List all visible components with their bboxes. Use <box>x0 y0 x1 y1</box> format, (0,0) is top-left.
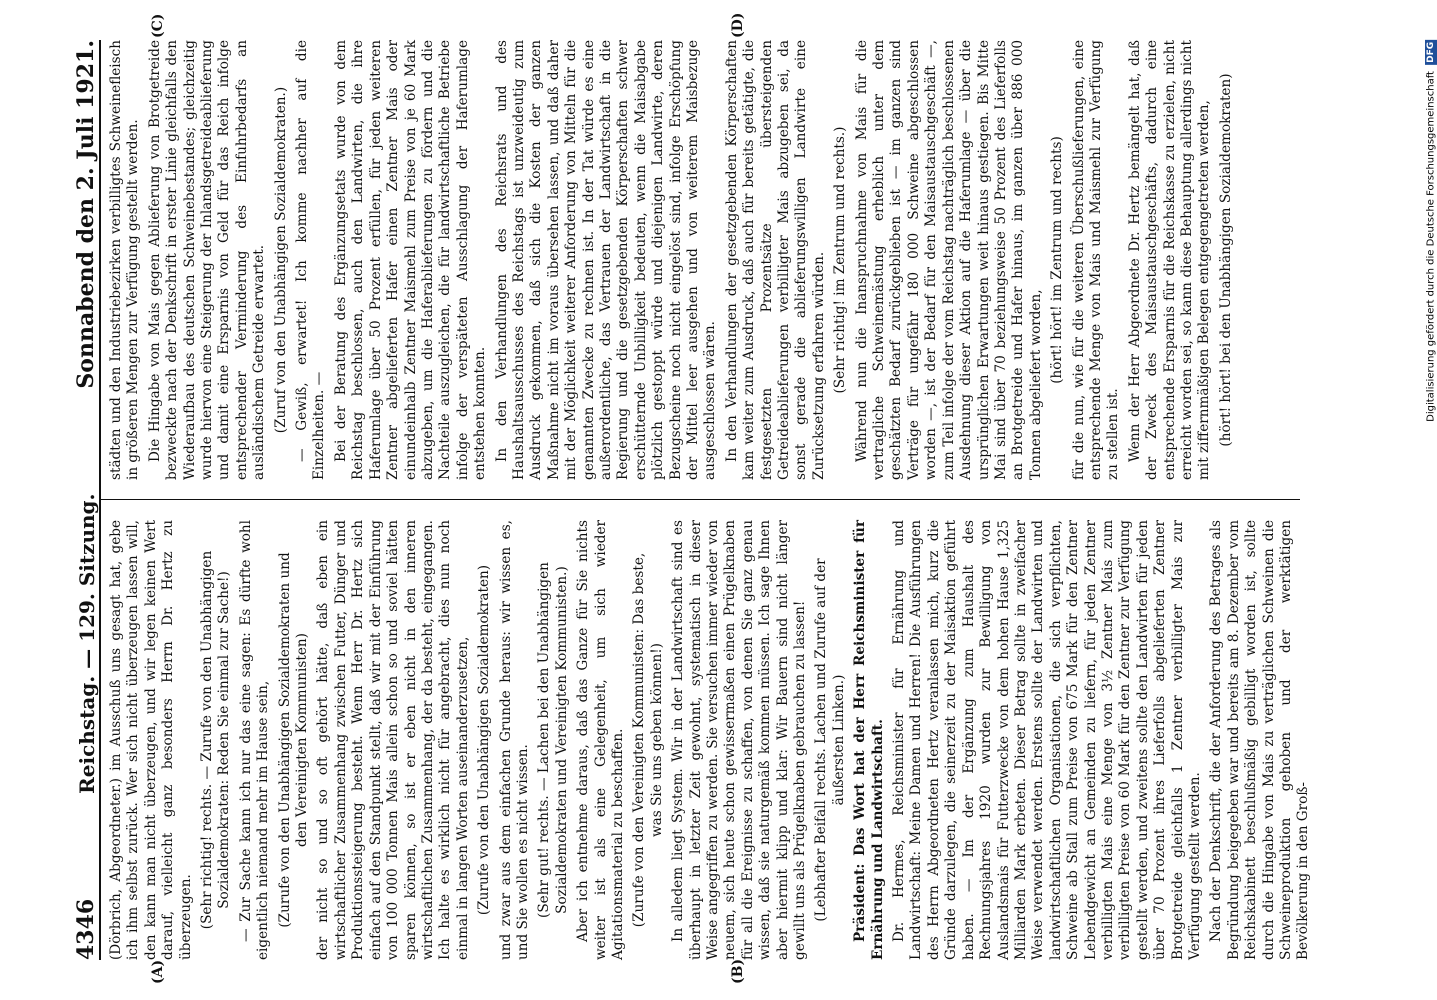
interjection: (Zuruf von den Unabhängigen Sozialdemokraten.) <box>272 86 289 434</box>
right-column <box>108 40 1298 480</box>
left-column <box>108 520 1312 960</box>
paragraph: In den Verhandlungen des Reichsrats und des Haushaltsausschusses des Reichstags ist unzweideutig zum Ausdruck gekommen, daß sich die Kosten der ganzen Maßnahme nicht im voraus übersehen lassen, und daß daher mit der Möglichkeit weiterer Anforderung von Mitteln für die genannten Zwecke zu rechnen ist. In der Tat würde es eine außerordentliche, das Vertrauen der Landwirtschaft in die Regierung und die gesetzgebenden Körperschaften schwer erschütternde Unbilligkeit bedeuten, wenn die Maisabgabe plötzlich gestoppt würde und diejenigen Landwirte, deren Bezugscheine noch nicht eingelöst sind, infolge Erschöpfung der Mittel leer ausgehen und von weiterem Maisbezuge ausgeschlossen wären. <box>493 40 719 480</box>
paragraph: der nicht so und so oft gehört hätte, daß eben ein wirtschaftlicher Zusammenhang zwischen Futter, Dünger und Produktionssteigerung besteht. Wenn Herr Dr. Hertz sich einfach auf den Standpunkt stellt, daß wir mit der Einführung von 100 000 Tonnen Mais allein schon so und soviel hätten sparen können, so ist er eben nicht in den inneren wirtschaftlichen Zusammenhang, der da besteht, eingegangen. Ich halte es wirklich nicht für angebracht, dies nun noch einmal in langen Worten auseinanderzusetzen, <box>315 520 471 960</box>
paragraph: Dr. Hermes, Reichsminister für Ernährung und Landwirtschaft: Meine Damen und Herren! Die Ausführungen des Herrn Abgeordneten Hertz veranlassen mich, kurz die Gründe darzulegen, die seinerzeit zu der Maisaktion geführt haben. — Im der Ergänzung zum Haushalt des Rechnungsjahres 1920 wurden zur Bewilligung von Auslandsmais für Futterzwecke von dem hohen Hause 1,325 Milliarden Mark erbeten. Dieser Betrag sollte in zweifacher Weise verwendet werden. Erstens sollte der Landwirten und landwirtschaftlichen Organisationen, die sich verpflichten, Schweine ab Stall zum Preise von 675 Mark für den Zentner Lebendgewicht an Gemeinden zu liefern, für jeden Zentner verbilligten Mais eine Menge von 3½ Zentner Mais zum verbilligten Preise von 60 Mark für den Zentner zur Verfügung gestellt werden, und zweitens sollte den Landwirten für jeden über 70 Prozent ihres Lieferfolls abgelieferten Zentner Brotgetreide gleichfalls 1 Zentner verbilligter Mais zur Verfügung gestellt werden. <box>891 520 1203 960</box>
paragraph: städten und den Industriebezirken verbilligtes Schweinefleisch in größeren Mengen zur Verfügung gestellt werden. <box>108 40 142 480</box>
session-title: Reichstag. — 129. Sitzung. <box>75 493 99 794</box>
digitization-note <box>1425 40 1437 422</box>
margin-marker-b: (B) <box>730 958 746 984</box>
margin-marker-c: (C) <box>150 13 166 38</box>
paragraph: In den Verhandlungen der gesetzgebenden Körperschaften kam weiter zum Ausdruck, daß auch für bereits getätigte, die festgesetzten Prozentsätze übersteigenden Getreideablieferungen verbilligter Mais abzugeben sei, da sonst gerade die ablieferungswilligen Landwirte eine Zurücksetzung erfahren würden. <box>723 40 827 480</box>
paragraph: Bei der Beratung des Ergänzungsetats wurde von dem Reichstag beschlossen, auch den Landwirten, die ihre Haferumlage über 50 Prozent erfüllen, für jeden weiteren Zentner abgelieferten Hafer einen Zentner Mais oder einundeinhalb Zentner Maismehl zum Preise von je 60 Mark abzugeben, um die Haferablieferungen zu fördern und die Nachteile auszugleichen, die für landwirtschaftliche Betriebe infolge der verspäteten Ausschlagung der Haferumlage entstehen konnten. <box>332 40 489 480</box>
paragraph: (Dörbrich, Abgeordneter.) im Ausschuß uns gesagt hat, gebe ich ihm selbst zurück. Wer sich nicht überzeugen lassen will, den kann man nicht überzeugen, und wir legen keinen Wert darauf, vielleicht ganz besonders Herrn Dr. Hertz zu überzeugen. <box>108 520 194 960</box>
interjection: (Zurufe von den Unabhängigen Sozialdemokraten) <box>476 564 493 916</box>
interjection: (Sehr gut! rechts. — Lachen bei den Unabhängigen Sozialdemokraten und Vereinigten Kommunisten.) <box>536 562 570 918</box>
paragraph: Aber ich entnehme daraus, daß das Ganze für Sie nichts weiter ist als eine Gelegenheit, um sich wieder Agitationsmaterial zu beschaffen. <box>575 520 626 960</box>
paragraph: Während nun die Inanspruchnahme von Mais für die vertragliche Schweinemästung erheblich unter dem geschätzten Bedarf zurückgeblieben ist — im ganzen sind Verträge für ungefähr 180 000 Schweine abgeschlossen worden —, ist der Bedarf für den Maisaustauschgeschäft —, zum Teil infolge der vom Reichstag nachträglich beschlossenen Ausdehnung dieser Aktion auf die Haferumlage — über die ursprünglichen Erwartungen weit hinaus gestiegen. Bis Mitte Mai sind über 70 beziehungsweise 50 Prozent des Lieferfolls an Brotgetreide und Hafer hinaus, im ganzen über 886 000 Tonnen abgeliefert worden, <box>853 40 1044 480</box>
interjection: (hört! hört! im Zentrum und rechts) <box>1049 136 1066 384</box>
paragraph: Nach der Denkschrift, die der Anforderung des Betrages als Begründung beigegeben war und bereits am 8. Dezember vom Reichskabinett beschlußmäßig gebilligt worden ist, sollte durch die Hingabe von Mais zu verträglichen Schweinen die Schweineproduktion gehoben und der werktätigen Bevölkerung in den Groß- <box>1208 520 1312 960</box>
interjection: (Zurufe von den Vereinigten Kommunisten: Das beste, was Sie uns geben können!) <box>631 552 665 928</box>
interjection: (Sehr richtig! im Zentrum und rechts.) <box>832 126 849 394</box>
digitization-text: Digitalisierung gefördert durch die Deutsche Forschungsgemeinschaft <box>1425 71 1437 422</box>
margin-marker-a: (A) <box>150 959 166 984</box>
paragraph: für die nun, wie für die weiteren Überschußlieferungen, eine entsprechende Menge von Mais und Maismehl zur Verfügung zu stellen ist. <box>1070 40 1122 480</box>
interjection: (hört! hört! bei den Unabhängigen Sozialdemokraten) <box>1217 73 1234 447</box>
paragraph: In alledem liegt System. Wir in der Landwirtschaft sind es überhaupt in letzter Zeit gewohnt, systematisch in dieser Weise angegriffen zu werden. Sie versuchen immer wieder von neuem, sich heute schon gewissermaßen einen Prügelknaben für all die Ereignisse zu schaffen, von denen Sie ganz genau wissen, daß sie naturgemäß kommen müssen. Ich sage Ihnen aber hiermit klipp und klar: Wir Bauern sind nicht länger gewillt uns als Prügelknaben gebrauchen zu lassen! <box>670 520 809 960</box>
session-date: Sonnabend den 2. Juli 1921. <box>73 40 99 389</box>
margin-marker-d: (D) <box>730 12 746 38</box>
interjection: (Sehr richtig! rechts. — Zurufe von den Unabhängigen Sozialdemokraten: Reden Sie einmal zur Sache!) <box>199 550 233 930</box>
paragraph: Die Hingabe von Mais gegen Ablieferung von Brotgetreide bezweckte nach der Denkschrift in erster Linie gleichfalls den Wiederaufbau des deutschen Schweinebestandes; gleichzeitig wurde hiervon eine Steigerung der Inlandsgetreideablieferung und damit eine Ersparnis von Geld für das Reich infolge entsprechender Verminderung des Einfuhrbedarfs an ausländischem Getreide erwartet. <box>146 40 268 480</box>
dfg-logo: DFG <box>1426 42 1436 64</box>
paragraph: Wenn der Herr Abgeordnete Dr. Hertz bemängelt hat, daß der Zweck des Maisaustauschgeschäfts, dadurch eine entsprechende Ersparnis für die Reichskasse zu erzielen, nicht erreicht worden sei, so kann diese Behauptung allerdings nicht mit ziffernmäßigen Belegen entgegengetreten werden, <box>1126 40 1213 480</box>
paragraph: und zwar aus dem einfachen Grunde heraus: wir wissen es, und Sie wollen es nicht wissen. <box>497 520 531 960</box>
page-header <box>55 40 101 960</box>
interjection: (Lebhafter Beifall rechts. Lachen und Zurufe auf der äußersten Linken.) <box>813 558 847 922</box>
paragraph: — Gewiß, erwartet! Ich komme nachher auf die Einzelheiten. — <box>294 40 328 480</box>
paragraph: — Zur Sache kann ich nur das eine sagen: Es dürfte wohl eigentlich niemand mehr im Hause sein, <box>237 520 272 960</box>
page-number: 4346 <box>73 898 99 960</box>
interjection: (Zurufe von den Unabhängigen Sozialdemokraten und den Vereinigten Kommunisten) <box>276 552 311 928</box>
column-divider <box>100 499 1300 500</box>
speaker-intro: Präsident: Das Wort hat der Herr Reichsminister für Ernährung und Landwirtschaft. <box>852 520 886 960</box>
